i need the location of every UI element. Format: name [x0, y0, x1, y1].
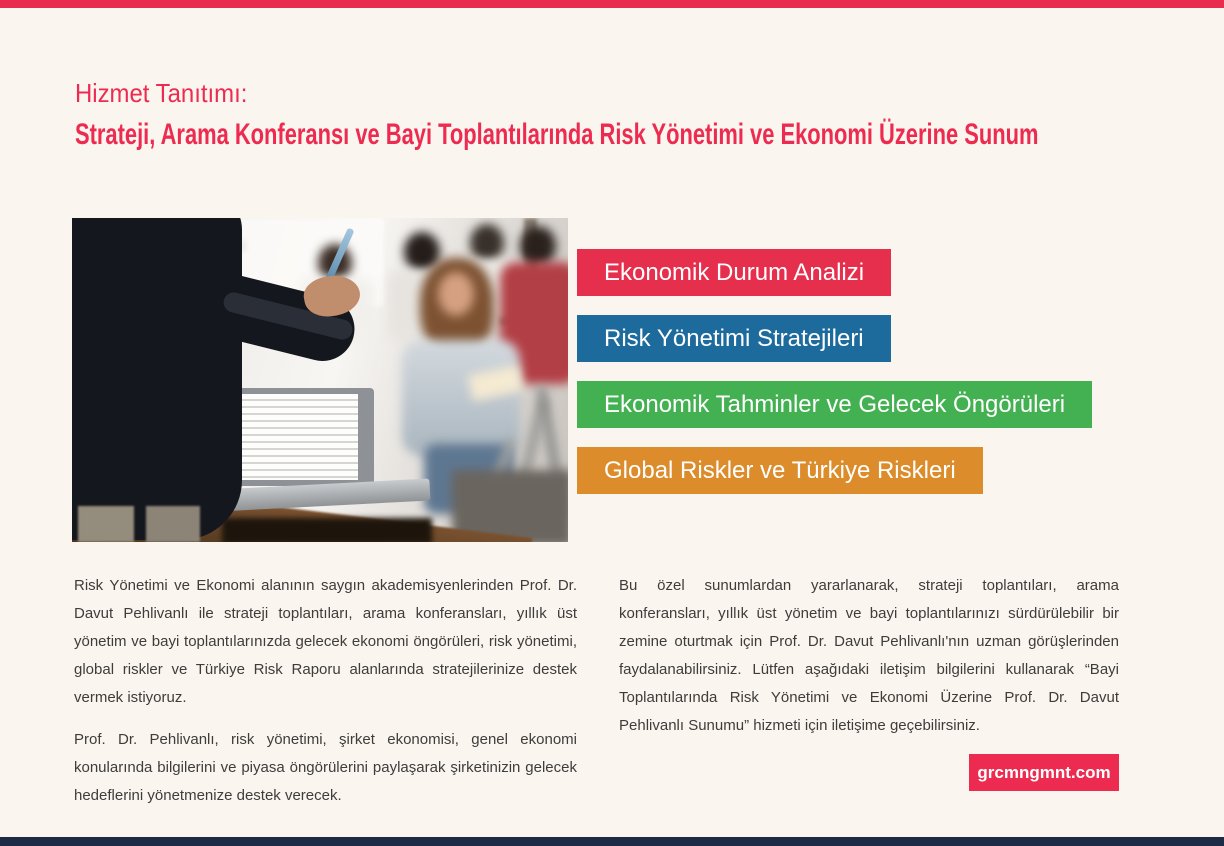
- paragraph: Prof. Dr. Pehlivanlı, risk yönetimi, şirket ekonomisi, genel ekonomi konularında bilgilerini ve piyasa öngörülerini paylaşarak şirketinizin gelecek hedeflerini yönetmenize destek verecek.: [74, 731, 577, 804]
- top-accent-bar: [0, 0, 1224, 8]
- presenter-leg: [146, 506, 200, 542]
- audience-woman-face: [438, 272, 474, 316]
- paragraph: Bu özel sunumlardan yararlanarak, strateji toplantıları, arama konferansları, yıllık üst yönetim ve bayi toplantılarınızı sürdürülebilir bir zemine oturtmak için Prof. Dr. Davut Pehlivanlı'nın uzman görüşlerinden faydalanabilirsiniz. Lütfen aşağıdaki iletişim bilgilerini kullanarak “Bayi Toplantılarında Risk Yönetimi ve Ekonomi Üzerine Prof. Dr. Davut Pehlivanlı Sunumu” hizmeti için iletişime geçebilirsiniz.: [619, 577, 1119, 734]
- laptop-document: [238, 394, 358, 480]
- section-eyebrow: Hizmet Tanıtımı:: [75, 78, 248, 108]
- page-title: Strateji, Arama Konferansı ve Bayi Toplantılarında Risk Yönetimi ve Ekonomi Üzerine Sunum: [75, 118, 1039, 151]
- audience-woman-denim-shirt: [402, 340, 520, 456]
- topic-banner-ekonomik-durum-analizi: Ekonomik Durum Analizi: [577, 249, 891, 296]
- body-column-left: [74, 572, 577, 824]
- bottom-accent-bar: [0, 837, 1224, 846]
- topic-banner-global-riskler: Global Riskler ve Türkiye Riskleri: [577, 447, 983, 494]
- audience-member-head: [520, 226, 556, 266]
- paragraph: Risk Yönetimi ve Ekonomi alanının saygın akademisyenlerinden Prof. Dr. Davut Pehlivanlı ile strateji toplantıları, arama konferansları, yıllık üst yönetim ve bayi toplantılarınızda gelecek ekonomi öngörüleri, risk yönetimi, global riskler ve Türkiye Risk Raporu alanlarında stratejilerinize destek vermek istiyoruz.: [74, 577, 577, 706]
- classroom-presentation-photo: [72, 218, 568, 542]
- topic-banner-ekonomik-tahminler: Ekonomik Tahminler ve Gelecek Öngörüleri: [577, 381, 1092, 428]
- audience-member-head: [470, 224, 504, 262]
- topic-banner-list: [577, 249, 1092, 513]
- desk-shadow: [222, 518, 432, 542]
- presenter-leg: [78, 506, 134, 542]
- topic-banner-risk-yonetimi-stratejileri: Risk Yönetimi Stratejileri: [577, 315, 891, 362]
- body-column-right: [619, 572, 1119, 754]
- website-link-badge[interactable]: grcmngmnt.com: [969, 754, 1119, 791]
